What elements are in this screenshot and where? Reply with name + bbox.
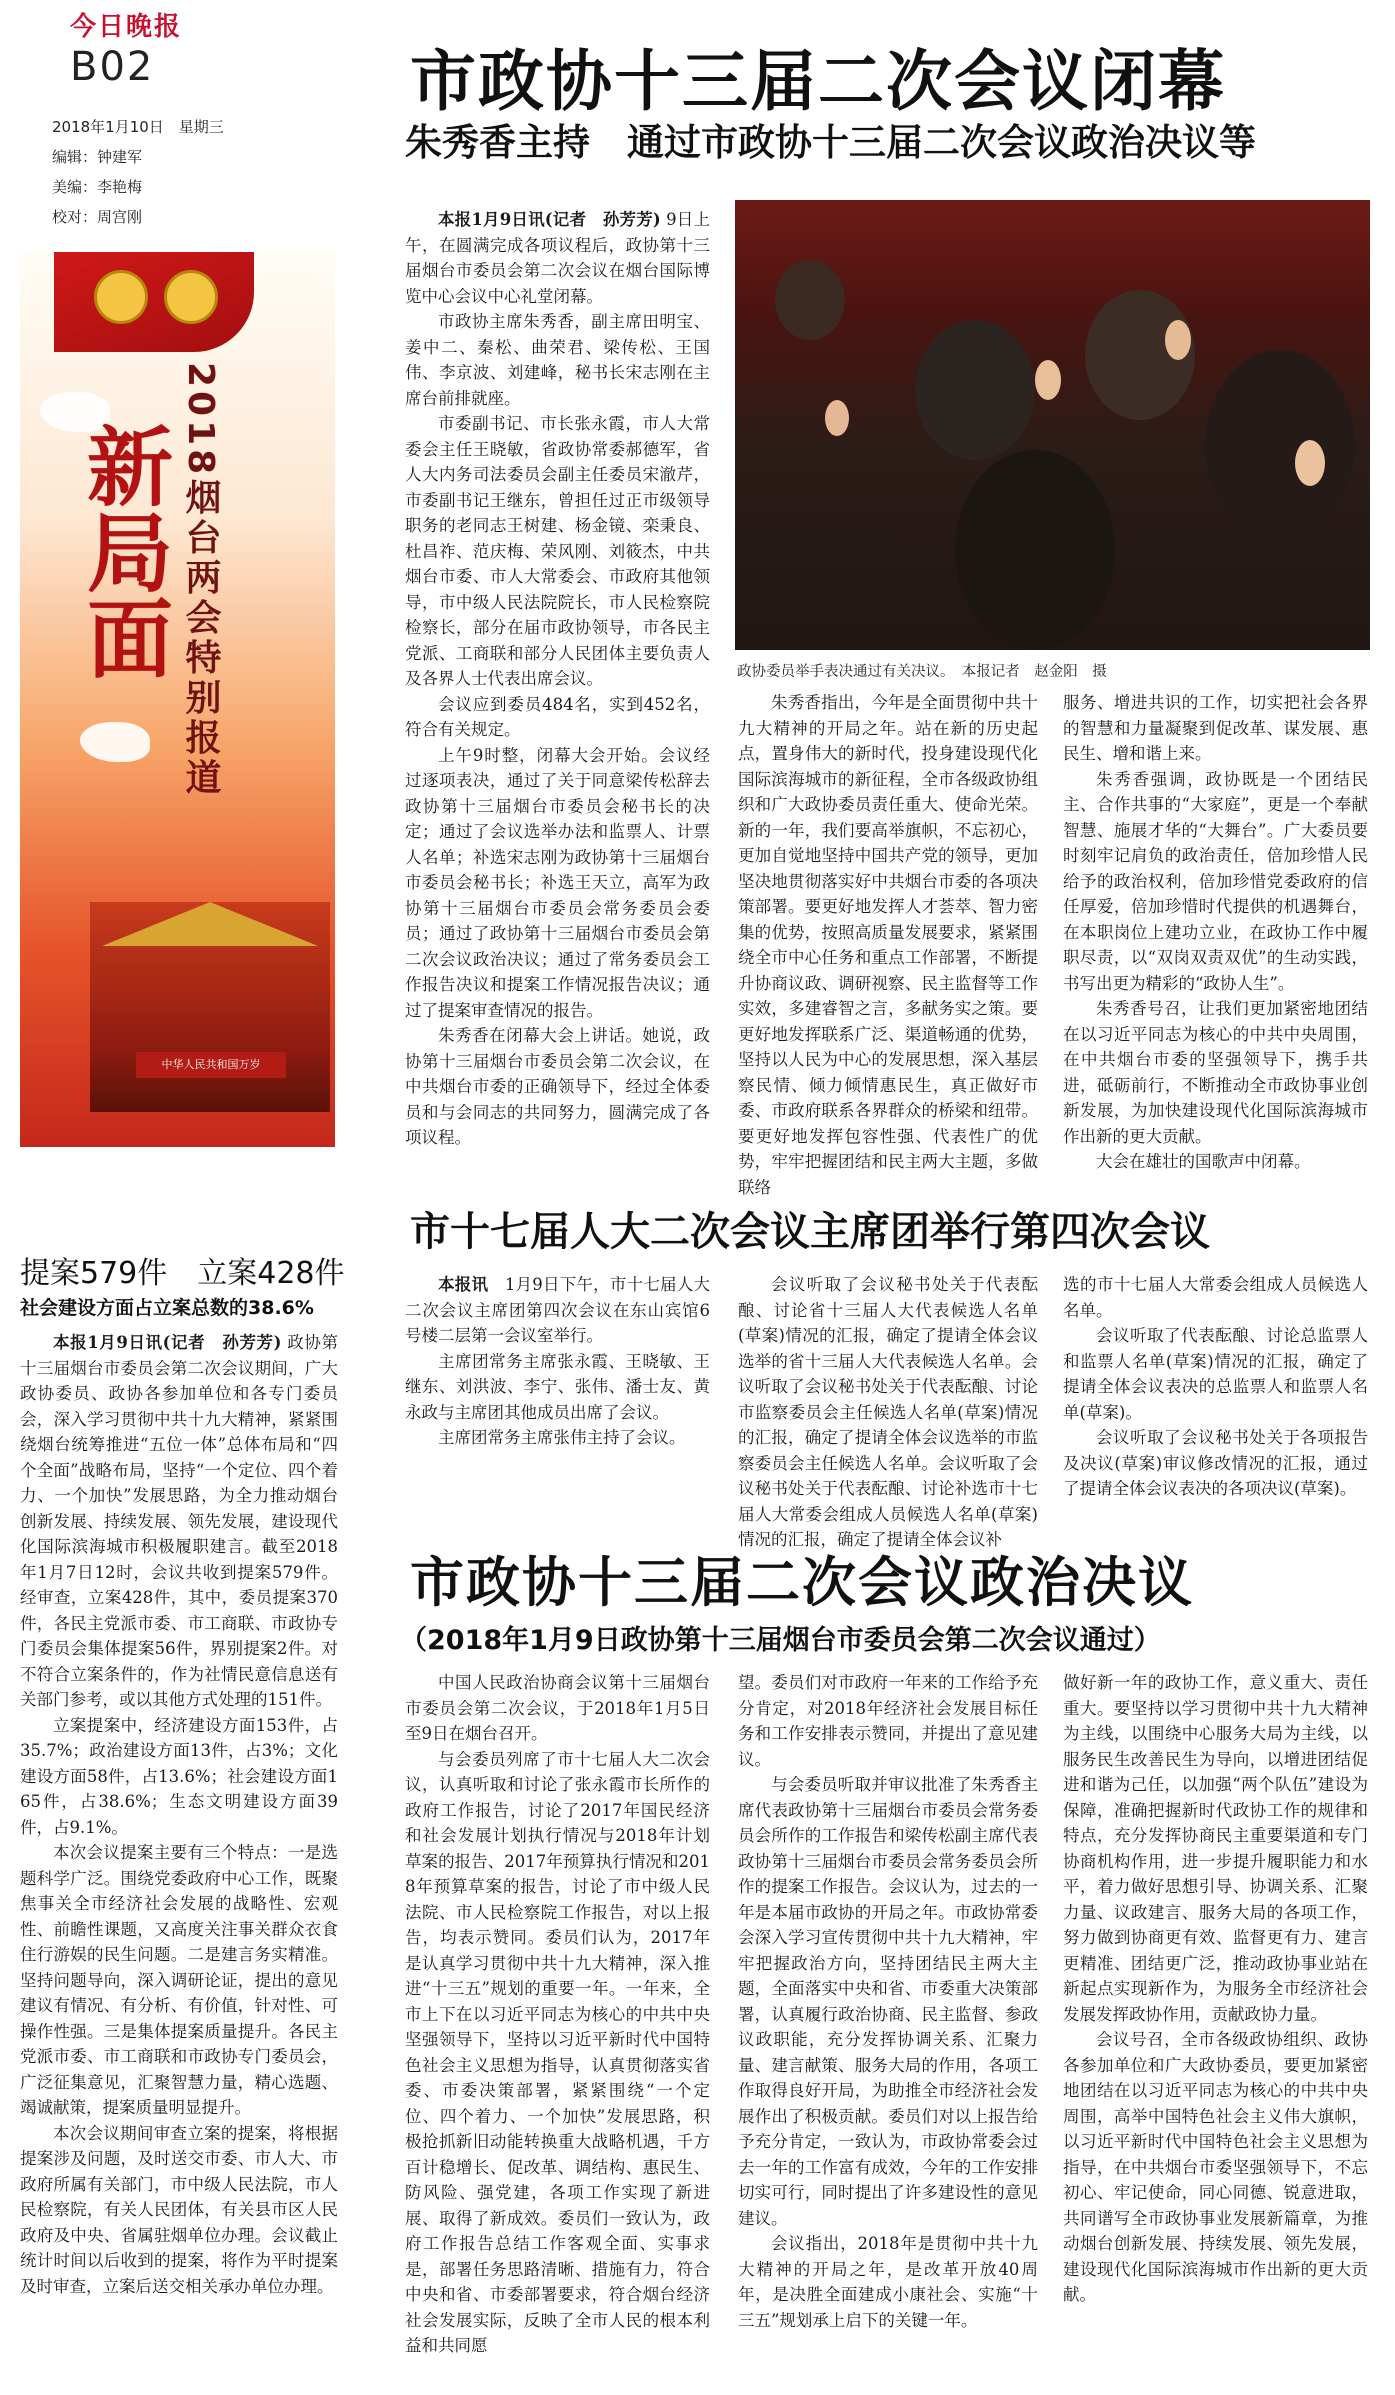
story4-subhead: （2018年1月9日政协第十三届烟台市委员会第二次会议通过） — [400, 1625, 1161, 1656]
special-report-banner — [20, 252, 335, 1147]
story4-p1: 中国人民政治协商会议第十三届烟台市委员会第二次会议，于2018年1月5日至9日在烟台召开。 — [405, 1673, 710, 1743]
story3-p3: 本次会议提案主要有三个特点：一是选题科学广泛。围绕党委政府中心工作，既聚焦事关全市经济社会发展的战略性、宏观性、前瞻性课题，又高度关注事关群众衣食住行游娱的民生问题。二是建言务实精准。坚持问题导向，深入调研论证，提出的意见建议有情况、有分析、有价值，针对性、可操作性强。三是集体提案质量提升。各民主党派市委、市工商联和市政协专门委员会，广泛征集意见，汇聚智慧力量，精心选题、竭诚献策，提案质量明显提升。 — [20, 1843, 338, 2117]
banner-subtitle: 2018烟台两会特别报道 — [180, 362, 221, 799]
story2-p5: 选的市十七届人大常委会组成人员候选人名单。 — [1063, 1275, 1368, 1320]
story1-col1 — [405, 207, 710, 1151]
gate-roof — [90, 902, 330, 946]
audience-figure — [955, 450, 1115, 650]
page-number: B02 — [70, 44, 155, 90]
story1-p2: 市政协主席朱秀香，副主席田明宝、姜中二、秦松、曲荣君、梁传松、王国伟、李京波、刘建峰，秘书长宋志刚在主席台前排就座。 — [405, 312, 710, 408]
story2-p6: 会议听取了代表酝酿、讨论总监票人和监票人名单(草案)情况的汇报，确定了提请全体会议表决的总监票人和监票人名单(草案)。 — [1063, 1326, 1368, 1422]
raised-hand — [1165, 320, 1191, 360]
voting-photo — [735, 200, 1370, 650]
story2-col1 — [405, 1272, 710, 1451]
raised-hand — [1295, 440, 1325, 486]
audience-figure — [775, 260, 845, 340]
proofreader-credit: 校对：周宫刚 — [52, 208, 143, 226]
story1-col2 — [738, 690, 1038, 1200]
story2-col3 — [1063, 1272, 1368, 1502]
story4-col3 — [1063, 1670, 1368, 2308]
story2-p7: 会议听取了会议秘书处关于各项报告及决议(草案)审议修改情况的汇报，通过了提请全体会议表决的各项决议(草案)。 — [1063, 1428, 1368, 1498]
story1-lead: 本报1月9日讯(记者 孙芳芳) — [438, 210, 661, 229]
audience-figure — [915, 320, 1035, 460]
story3-body — [20, 1330, 338, 2299]
story3-p4: 本次会议期间审查立案的提案，将根据提案涉及问题，及时送交市委、市人大、市政府所属有关部门，市中级人民法院，市人民检察院，有关人民团体，有关县市区人民政府及中央、省属驻烟单位办理。会议截止统计时间以后收到的提案，将作为平时提案及时审查，立案后送交相关承办单位办理。 — [20, 2123, 338, 2296]
story1-p6: 朱秀香在闭幕大会上讲话。她说，政协第十三届烟台市委员会第二次会议，在中共烟台市委的正确领导下，经过全体委员和与会同志的共同努力，圆满完成了各项议程。 — [405, 1026, 710, 1147]
story2-headline: 市十七届人大二次会议主席团举行第四次会议 — [410, 1209, 1210, 1255]
story1-p7: 朱秀香指出，今年是全面贯彻中共十九大精神的开局之年。站在新的历史起点，置身伟大的新时代，投身建设现代化国际滨海城市的新征程，全市各级政协组织和广大政协委员责任重大、使命光荣。新的一年，我们要高举旗帜，不忘初心，更加自觉地坚持中国共产党的领导，更加坚决地贯彻落实好中共烟台市委的各项决策部署。要更好地发挥人才荟萃、智力密集的优势，按照高质量发展要求，紧紧围绕全市中心任务和重点工作部署，不断提升协商议政、调研视察、民主监督等工作实效，多建睿智之言，多献务实之策。要更好地发挥联系广泛、渠道畅通的优势，坚持以人民为中心的发展思想，深入基层察民情、倾力倾情惠民生，真正做好市委、市政府联系各界群众的桥梁和纽带。要更好地发挥包容性强、代表性广的优势，牢牢把握团结和民主两大主题，多做联络 — [738, 693, 1038, 1197]
story2-p3: 主席团常务主席张伟主持了会议。 — [438, 1428, 686, 1447]
story3-p2: 立案提案中，经济建设方面153件，占35.7%；政治建设方面13件，占3%；文化建设方面58件，占13.6%；社会建设方面165件，占38.6%；生态文明建设方面39件，占9.1%。 — [20, 1715, 338, 1837]
story2-col2 — [738, 1272, 1038, 1553]
story1-p9: 朱秀香强调，政协既是一个团结民主、合作共事的“大家庭”，更是一个奉献智慧、施展才华的“大舞台”。广大委员要时刻牢记肩负的政治责任，倍加珍惜人民给予的政治权利，倍加珍惜党委政府的信任厚爱，倍加珍惜时代提供的机遇舞台，在本职岗位上建功立业，在政协工作中履职尽责，以“双岗双责双优”的生动实践，书写出更为精彩的“政协人生”。 — [1063, 769, 1368, 993]
story2-p2: 主席团常务主席张永霞、王晓敏、王继东、刘洪波、李宁、张伟、潘士友、黄永政与主席团其他成员出席了会议。 — [405, 1351, 710, 1422]
story1-subhead: 朱秀香主持 通过市政协十三届二次会议政治决议等 — [405, 121, 1256, 164]
story1-p5: 上午9时整，闭幕大会开始。会议经过逐项表决，通过了关于同意梁传松辞去政协第十三届烟台市委员会秘书长的决定；通过了会议选举办法和监票人、计票人名单；补选宋志刚为政协第十三届烟台市委员会秘书长；补选王天立，高军为政协第十三届烟台市委员会常务委员会委员；通过了政协第十三届烟台市委员会第二次会议政治决议；通过了常务委员会工作报告决议和提案工作情况报告决议；通过了提案审查情况的报告。 — [405, 745, 710, 1020]
story3-headline: 提案579件 立案428件 — [20, 1256, 345, 1291]
story4-p4: 与会委员听取并审议批准了朱秀香主席代表政协第十三届烟台市委员会常务委员会所作的工作报告和梁传松副主席代表政协第十三届烟台市委员会常务委员会所作的提案工作报告。会议认为，过去的一年是本届市政协的开局之年。市政协常委会深入学习宣传贯彻中共十九大精神，牢牢把握政治方向，坚持团结民主两大主题，全面落实中央和省、市委重大决策部署，认真履行政治协商、民主监督、参政议政职能，充分发挥协调关系、汇聚力量、建言献策、服务大局的作用，各项工作取得良好开局，为助推全市经济社会发展作出了积极贡献。委员们对以上报告给予充分肯定，一致认为，市政协常委会过去一年的工作富有成效，今年的工作安排切实可行，同时提出了许多建设性的意见建议。 — [738, 1775, 1038, 2228]
story4-p2: 与会委员列席了市十七届人大二次会议，认真听取和讨论了张永霞市长所作的政府工作报告，讨论了2017年国民经济和社会发展计划执行情况与2018年计划草案的报告、2017年预算执行情况和2018年预算草案的报告，讨论了市中级人民法院、市人民检察院工作报告，对以上报告，均表示赞同。委员们认为，2017年是认真学习贯彻中共十九大精神，深入推进“十三五”规划的重要一年。一年来，全市上下在以习近平同志为核心的中共中央坚强领导下，坚持以习近平新时代中国特色社会主义思想为指导，认真贯彻落实省委、市委决策部署，紧紧围绕“一个定位、四个着力、一个加快”发展思路，积极抢抓新旧动能转换重大战略机遇，千方百计稳增长、促改革、调结构、惠民生、防风险、强党建，各项工作实现了新进展、取得了新成效。委员们一致认为，政府工作报告总结工作客观全面、实事求是，部署任务思路清晰、措施有力，符合中央和省、市委部署要求，符合烟台经济社会发展实际，反映了全市人民的根本利益和共同愿 — [405, 1749, 710, 2355]
photo-caption: 政协委员举手表决通过有关决议。 本报记者 赵金阳 摄 — [737, 664, 1107, 680]
story1-col3 — [1063, 690, 1368, 1175]
story4-p6: 做好新一年的政协工作，意义重大、责任重大。要坚持以学习贯彻中共十九大精神为主线，以围绕中心服务大局为主线，以服务民生改善民生为导向，以增进团结促进和谐为己任，以加强“两个队伍”建设为保障，准确把握新时代政协工作的规律和特点，充分发挥协商民主重要渠道和专门协商机构作用，进一步提升履职能力和水平，着力做好思想引导、协调关系、汇聚力量、议政建言、服务大局的各项工作，努力做到协商更有效、监督更有力、建言更精准、团结更广泛，推动政协事业站在新起点实现新作为，为服务全市经济社会发展发挥政协作用，贡献政协力量。 — [1063, 1673, 1368, 2024]
story4-col2 — [738, 1670, 1038, 2333]
story4-p7: 会议号召，全市各级政协组织、政协各参加单位和广大政协委员，要更加紧密地团结在以习近平同志为核心的中共中央周围，高举中国特色社会主义伟大旗帜，以习近平新时代中国特色社会主义思想为指导，在中共烟台市委坚强领导下，不忘初心、牢记使命，同心同德、锐意进取，共同谱写全市政协事业发展新篇章，为推动烟台创新发展、持续发展、领先发展，建设现代化国际滨海城市作出新的更大贡献。 — [1063, 2030, 1368, 2304]
story4-p3: 望。委员们对市政府一年来的工作给予充分肯定，对2018年经济社会发展目标任务和工作安排表示赞同，并提出了意见建议。 — [738, 1673, 1038, 1769]
story2-lead: 本报讯 — [438, 1275, 489, 1294]
editor-credit: 编辑：钟建军 — [52, 148, 143, 166]
story2-p4: 会议听取了会议秘书处关于代表酝酿、讨论省十三届人大代表候选人名单(草案)情况的汇报，确定了提请全体会议选举的省十三届人大代表候选人名单。会议听取了会议秘书处关于代表酝酿、讨论市监察委员会主任候选人名单(草案)情况的汇报，确定了提请全体会议选举的市监察委员会主任候选人名单。会议听取了会议秘书处关于代表酝酿、讨论补选市十七届人大常委会组成人员候选人名单(草案)情况的汇报，确定了提请全体会议补 — [738, 1275, 1038, 1549]
story2-p1: 1月9日下午，市十七届人大二次会议主席团第四次会议在东山宾馆6号楼二层第一会议室举行。 — [405, 1275, 710, 1345]
story4-headline: 市政协十三届二次会议政治决议 — [410, 1551, 1194, 1614]
designer-credit: 美编：李艳梅 — [52, 178, 143, 196]
story3-subhead: 社会建设方面占立案总数的38.6% — [20, 1297, 314, 1319]
story1-p3: 市委副书记、市长张永霞，市人大常委会主任王晓敏，省政协常委郝德军，省人大内务司法委员会副主任委员宋澈芹，市委副书记王继东，曾担任过正市级领导职务的老同志王树建、杨金镜、栾秉良、杜昌祚、范庆梅、荣风刚、刘筱杰，中共烟台市委、市人大常委会、市政府其他领导，市中级人民法院院长，市人民检察院检察长，部分在届市政协领导，市各民主党派、工商联和部分人民团体主要负责人及各界人士代表出席会议。 — [405, 414, 710, 688]
newspaper-logo: 今日晚报 — [70, 12, 183, 42]
story1-p8: 服务、增进共识的工作，切实把社会各界的智慧和力量凝聚到促改革、谋发展、惠民生、增和谐上来。 — [1063, 693, 1368, 763]
story1-p10: 朱秀香号召，让我们更加紧密地团结在以习近平同志为核心的中共中央周围，在中共烟台市委的坚强领导下，携手共进，砥砺前行，不断推动全市政协事业创新发展，为加快建设现代化国际滨海城市作出新的更大贡献。 — [1063, 999, 1368, 1146]
story1-headline: 市政协十三届二次会议闭幕 — [410, 43, 1226, 120]
issue-date: 2018年1月10日 星期三 — [52, 118, 224, 136]
story1-p4: 会议应到委员484名，实到452名，符合有关规定。 — [405, 694, 710, 739]
story3-p1: 政协第十三届烟台市委员会第二次会议期间，广大政协委员、政协各参加单位和各专门委员会，深入学习贯彻中共十九大精神，紧紧围绕烟台统筹推进“五位一体”总体布局和“四个全面”战略布局，坚持“一个定位、四个着力、一个加快”发展思路，为全力推动烟台创新发展、持续发展、领先发展，建设现代化国际滨海城市积极履职建言。截至2018年1月7日12时，会议共收到提案579件。经审查，立案428件，其中，委员提案370件，各民主党派市委、市工商联、市政协专门委员会集体提案56件，界别提案2件。对不符合立案条件的，作为社情民意信息送有关部门参考，或以其他方式处理的151件。 — [20, 1333, 338, 1709]
raised-hand — [825, 400, 849, 436]
gate-sign: 中华人民共和国万岁 — [136, 1052, 286, 1078]
story4-col1 — [405, 1670, 710, 2359]
cppcc-emblem-icon — [164, 270, 218, 324]
audience-figure — [1205, 350, 1355, 540]
national-emblem-icon — [94, 270, 148, 324]
story4-p5: 会议指出，2018年是贯彻中共十九大精神的开局之年，是改革开放40周年，是决胜全面建成小康社会、实施“十三五”规划承上启下的关键一年。 — [738, 2234, 1038, 2330]
raised-hand — [1035, 360, 1061, 400]
banner-title: 新局面 — [72, 422, 173, 680]
story3-lead: 本报1月9日讯(记者 孙芳芳) — [53, 1333, 282, 1352]
dove-icon — [80, 722, 150, 762]
red-flag-graphic — [54, 252, 254, 352]
story1-p11: 大会在雄壮的国歌声中闭幕。 — [1096, 1152, 1311, 1171]
tiananmen-graphic — [90, 902, 330, 1112]
story1-p1: 9日上午，在圆满完成各项议程后，政协第十三届烟台市委员会第二次会议在烟台国际博览中心会议中心礼堂闭幕。 — [405, 210, 710, 306]
